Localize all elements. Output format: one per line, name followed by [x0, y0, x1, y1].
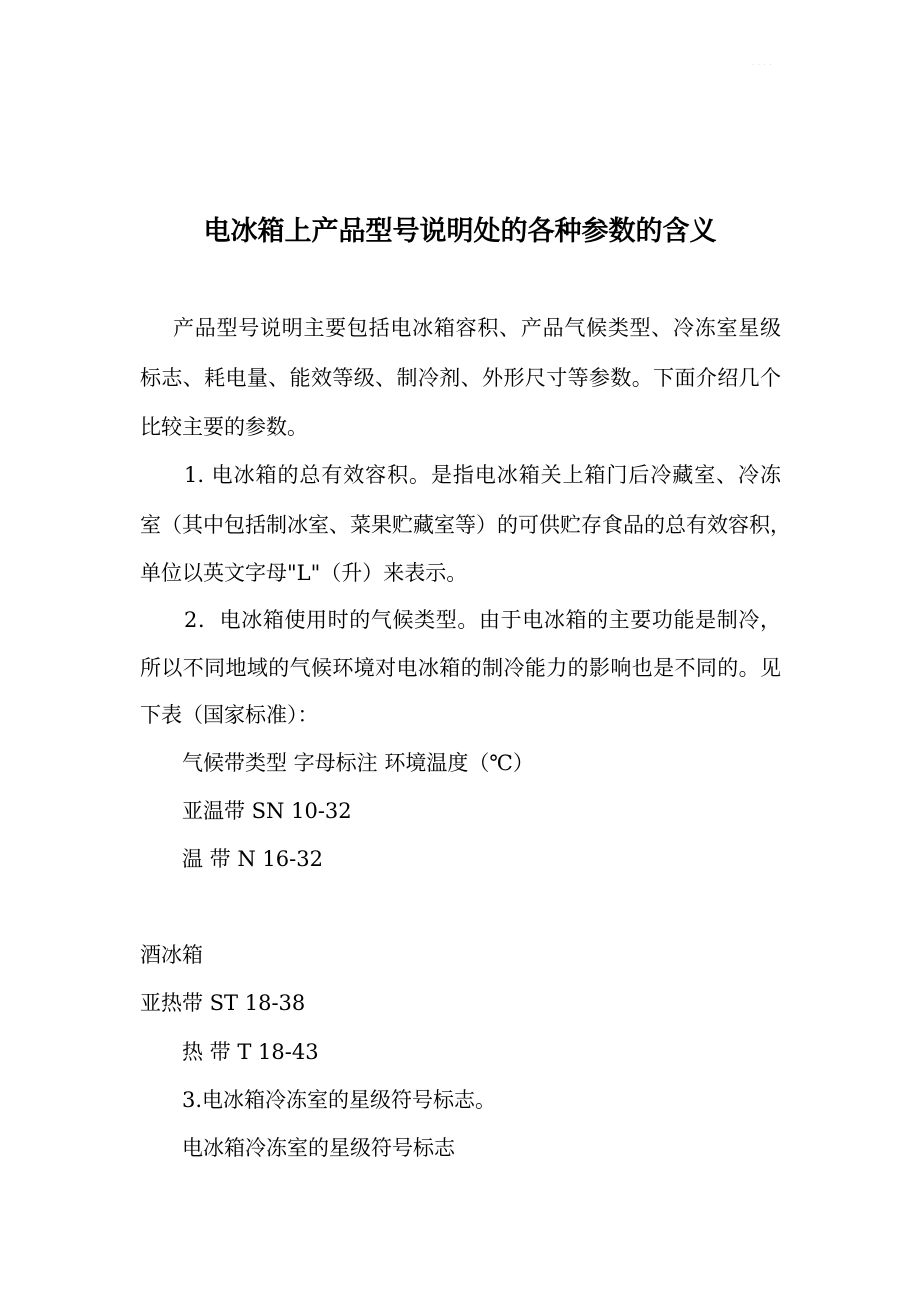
climate-row-tropical: 热 带 T 18-43	[182, 1040, 319, 1064]
climate-row-temperate: 温 带 N 16-32	[182, 847, 323, 871]
climate-row-subtropical: 亚热带 ST 18-38	[140, 991, 306, 1015]
intro-line-2: 标志、耗电量、能效等级、制冷剂、外形尺寸等参数。下面介绍几个	[140, 366, 781, 390]
section3-subheading: 电冰箱冷冻室的星级符号标志	[182, 1136, 455, 1160]
corner-mark: · · · ·	[752, 62, 773, 69]
climate-row-wine-cooler: 酒冰箱	[140, 943, 203, 967]
climate-table-header: 气候带类型 字母标注 环境温度（℃）	[182, 751, 534, 775]
page-title: 电冰箱上产品型号说明处的各种参数的含义	[203, 216, 717, 247]
section3-heading: 3.电冰箱冷冻室的星级符号标志。	[182, 1088, 497, 1112]
section1-line-1: 1. 电冰箱的总有效容积。是指电冰箱关上箱门后冷藏室、冷冻	[184, 463, 781, 487]
section2-line-1: 2．电冰箱使用时的气候类型。由于电冰箱的主要功能是制冷，	[184, 608, 781, 632]
intro-line-1: 产品型号说明主要包括电冰箱容积、产品气候类型、冷冻室星级	[173, 316, 781, 340]
section1-line-3: 单位以英文字母"L"（升）来表示。	[140, 561, 468, 585]
intro-line-3: 比较主要的参数。	[140, 415, 308, 439]
section2-line-2: 所以不同地域的气候环境对电冰箱的制冷能力的影响也是不同的。见	[140, 656, 781, 680]
section1-line-2: 室（其中包括制冰室、菜果贮藏室等）的可供贮存食品的总有效容积，	[140, 513, 791, 537]
section2-line-3: 下表（国家标准）：	[140, 703, 319, 727]
climate-row-subtemperate: 亚温带 SN 10-32	[182, 799, 352, 823]
